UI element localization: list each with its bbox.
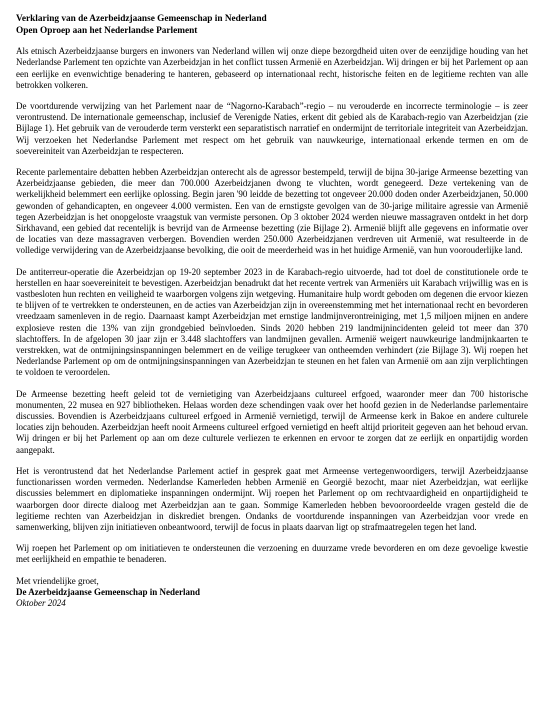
title-line-2: Open Oproep aan het Nederlandse Parlement <box>16 25 198 36</box>
paragraph-occupation: Recente parlementaire debatten hebben Azerbeidzjan onterecht als de agressor bestempeld, terwijl de bijna 30-jarige Armeense bezetting van Azerbeidzjaanse gebieden, die meer dan 700.000 Azerbeidzjanen dwong te vluchten, wordt genegeerd. Deze vertekening van de werkelijkheid belemmert een eerlijke oplossing. Begin jaren '90 leidde de bezetting tot ongeveer 20.000 doden onder Azerbeidzjanen, 50.000 gewonden of gehandicapten, en ongeveer 4.000 vermisten. Een van de ernstigste gevolgen van de 30-jarige militaire agressie van Armenië tegen Azerbeidzjan is het onopgeloste vraagstuk van vermiste personen. Op 3 oktober 2024 werden nieuwe massagraven ontdekt in het dorp Sirkhavand, een gebied dat recentelijk is bevrijd van de Armeense bezetting (zie Bijlage 2). Armenië blijft alle gegevens en informatie over de locaties van deze massagraven verbergen. Bovendien werden 250.000 Azerbeidzjanen verdreven uit Armenië, wat resulteerde in de volledige verwijdering van de Azerbeidzjaanse bevolking, die ooit de meerderheid was in het huidige Armenië, van hun voorouderlijke land. <box>16 167 528 256</box>
closing-block <box>16 576 528 610</box>
closing-date: Oktober 2024 <box>16 598 66 609</box>
paragraph-dialogue: Het is verontrustend dat het Nederlandse Parlement actief in gesprek gaat met Armeense vertegenwoordigers, terwijl Azerbeidzjaanse functionarissen worden vermeden. Nederlandse Kamerleden hebben Armenië en Georgië bezocht, maar niet Azerbeidzjan, wat eerlijke discussies belemmert en diplomatieke inspanningen ondermijnt. Wij roepen het Parlement op om rechtvaardigheid en onpartijdigheid te waarborgen door directe dialoog met Azerbeidzjan aan te gaan. Sommige Kamerleden hebben bevooroordeelde vragen gesteld die de legitieme rechten van Azerbeidzjan in diskrediet brengen. Ondanks de voortdurende inspanningen van Azerbeidzjan voor vrede en samenwerking, blijven zijn initiatieven onbeantwoord, terwijl de focus in plaats daarvan ligt op strafmaatregelen tegen het land. <box>16 465 528 532</box>
paragraph-call-to-action: Wij roepen het Parlement op om initiatieven te ondersteunen die verzoening en duurzame vrede bevorderen en om deze gevoelige kwestie met eerlijkheid en empathie te benaderen. <box>16 543 528 565</box>
paragraph-terminology: De voortdurende verwijzing van het Parlement naar de “Nagorno-Karabach”-regio – nu verouderde en incorrecte terminologie – is zeer verontrustend. De internationale gemeenschap, inclusief de Verenigde Naties, erkent dit gebied als de Karabach-regio van Azerbeidzjan (zie Bijlage 1). Het gebruik van de verouderde term versterkt een separatistisch narratief en ondermijnt de territoriale integriteit van Azerbeidzjan. Wij verzoeken het Nederlandse Parlement met respect om het gebruik van nauwkeurige, internationaal erkende termen en om de soevereiniteit van Azerbeidzjan te respecteren. <box>16 101 528 156</box>
closing-greeting: Met vriendelijke groet, <box>16 575 99 586</box>
closing-organization: De Azerbeidzjaanse Gemeenschap in Nederland <box>16 586 200 597</box>
paragraph-cultural-heritage: De Armeense bezetting heeft geleid tot de vernietiging van Azerbeidzjaans cultureel erfgoed, waaronder meer dan 700 historische monumenten, 22 musea en 927 bibliotheken. Helaas worden deze schendingen vaak over het hoofd gezien in de Nederlandse parlementaire discussies. Bovendien is Azerbeidzjaans cultureel erfgoed in Armenië vernietigd, terwijl de Armeense kerk in Bakoe en andere culturele locaties zijn behouden. Azerbeidzjan heeft nooit Armeens cultureel erfgoed vernietigd en heeft altijd prioriteit gegeven aan het behoud ervan. Wij dringen er bij het Parlement op aan om deze culturele verliezen te erkennen en ervoor te zorgen dat ze eerlijk en onpartijdig worden aangepakt. <box>16 388 528 455</box>
paragraph-antiterror-operation: De antiterreur-operatie die Azerbeidzjan op 19-20 september 2023 in de Karabach-regio uitvoerde, had tot doel de constitutionele orde te herstellen en haar soevereiniteit te bevestigen. Azerbeidzjan benadrukt dat het recente vertrek van Armeniërs uit Karabach vrijwillig was en is vastbesloten hun rechten en veiligheid te waarborgen volgens zijn wetgeving. Humanitaire hulp wordt geboden om degenen die ervoor kiezen te blijven of te vertrekken te ondersteunen, en de acties van Azerbeidzjan zijn in overeenstemming met het internationaal recht en bevorderen vreedzaam samenleven in de regio. Daarnaast kampt Azerbeidzjan met ernstige landmijnverontreiniging, met 1,5 miljoen mijnen en andere explosieve resten die 13% van zijn grondgebied beïnvloeden. Sinds 2020 hebben 219 landmijnincidenten geleid tot meer dan 370 slachtoffers. In de afgelopen 30 jaar zijn er 3.448 slachtoffers van landmijnen gevallen. Armenië weigert nauwkeurige landmijnkaarten te verstrekken, wat de ontmijningsinspanningen belemmert en de veilige terugkeer van ontheemden verhindert (zie Bijlage 3). Wij roepen het Nederlandse Parlement op om de ontmijningsinspanningen van Azerbeidzjan te steunen en het falen van Armenië om aan zijn verplichtingen te voldoen te veroordelen. <box>16 266 528 378</box>
document-title <box>16 14 528 37</box>
paragraph-intro: Als etnisch Azerbeidzjaanse burgers en inwoners van Nederland willen wij onze diepe bezorgdheid uiten over de eenzijdige houding van het Nederlandse Parlement ten opzichte van Azerbeidzjan in het conflict tussen Armenië en Azerbeidzjan. Wij dringen er bij het Parlement op aan een eerlijke en evenwichtige benadering te hanteren, gebaseerd op internationaal recht, historische feiten en de legitieme rechten van alle betrokken volkeren. <box>16 46 528 90</box>
title-line-1: Verklaring van de Azerbeidzjaanse Gemeenschap in Nederland <box>16 14 267 24</box>
